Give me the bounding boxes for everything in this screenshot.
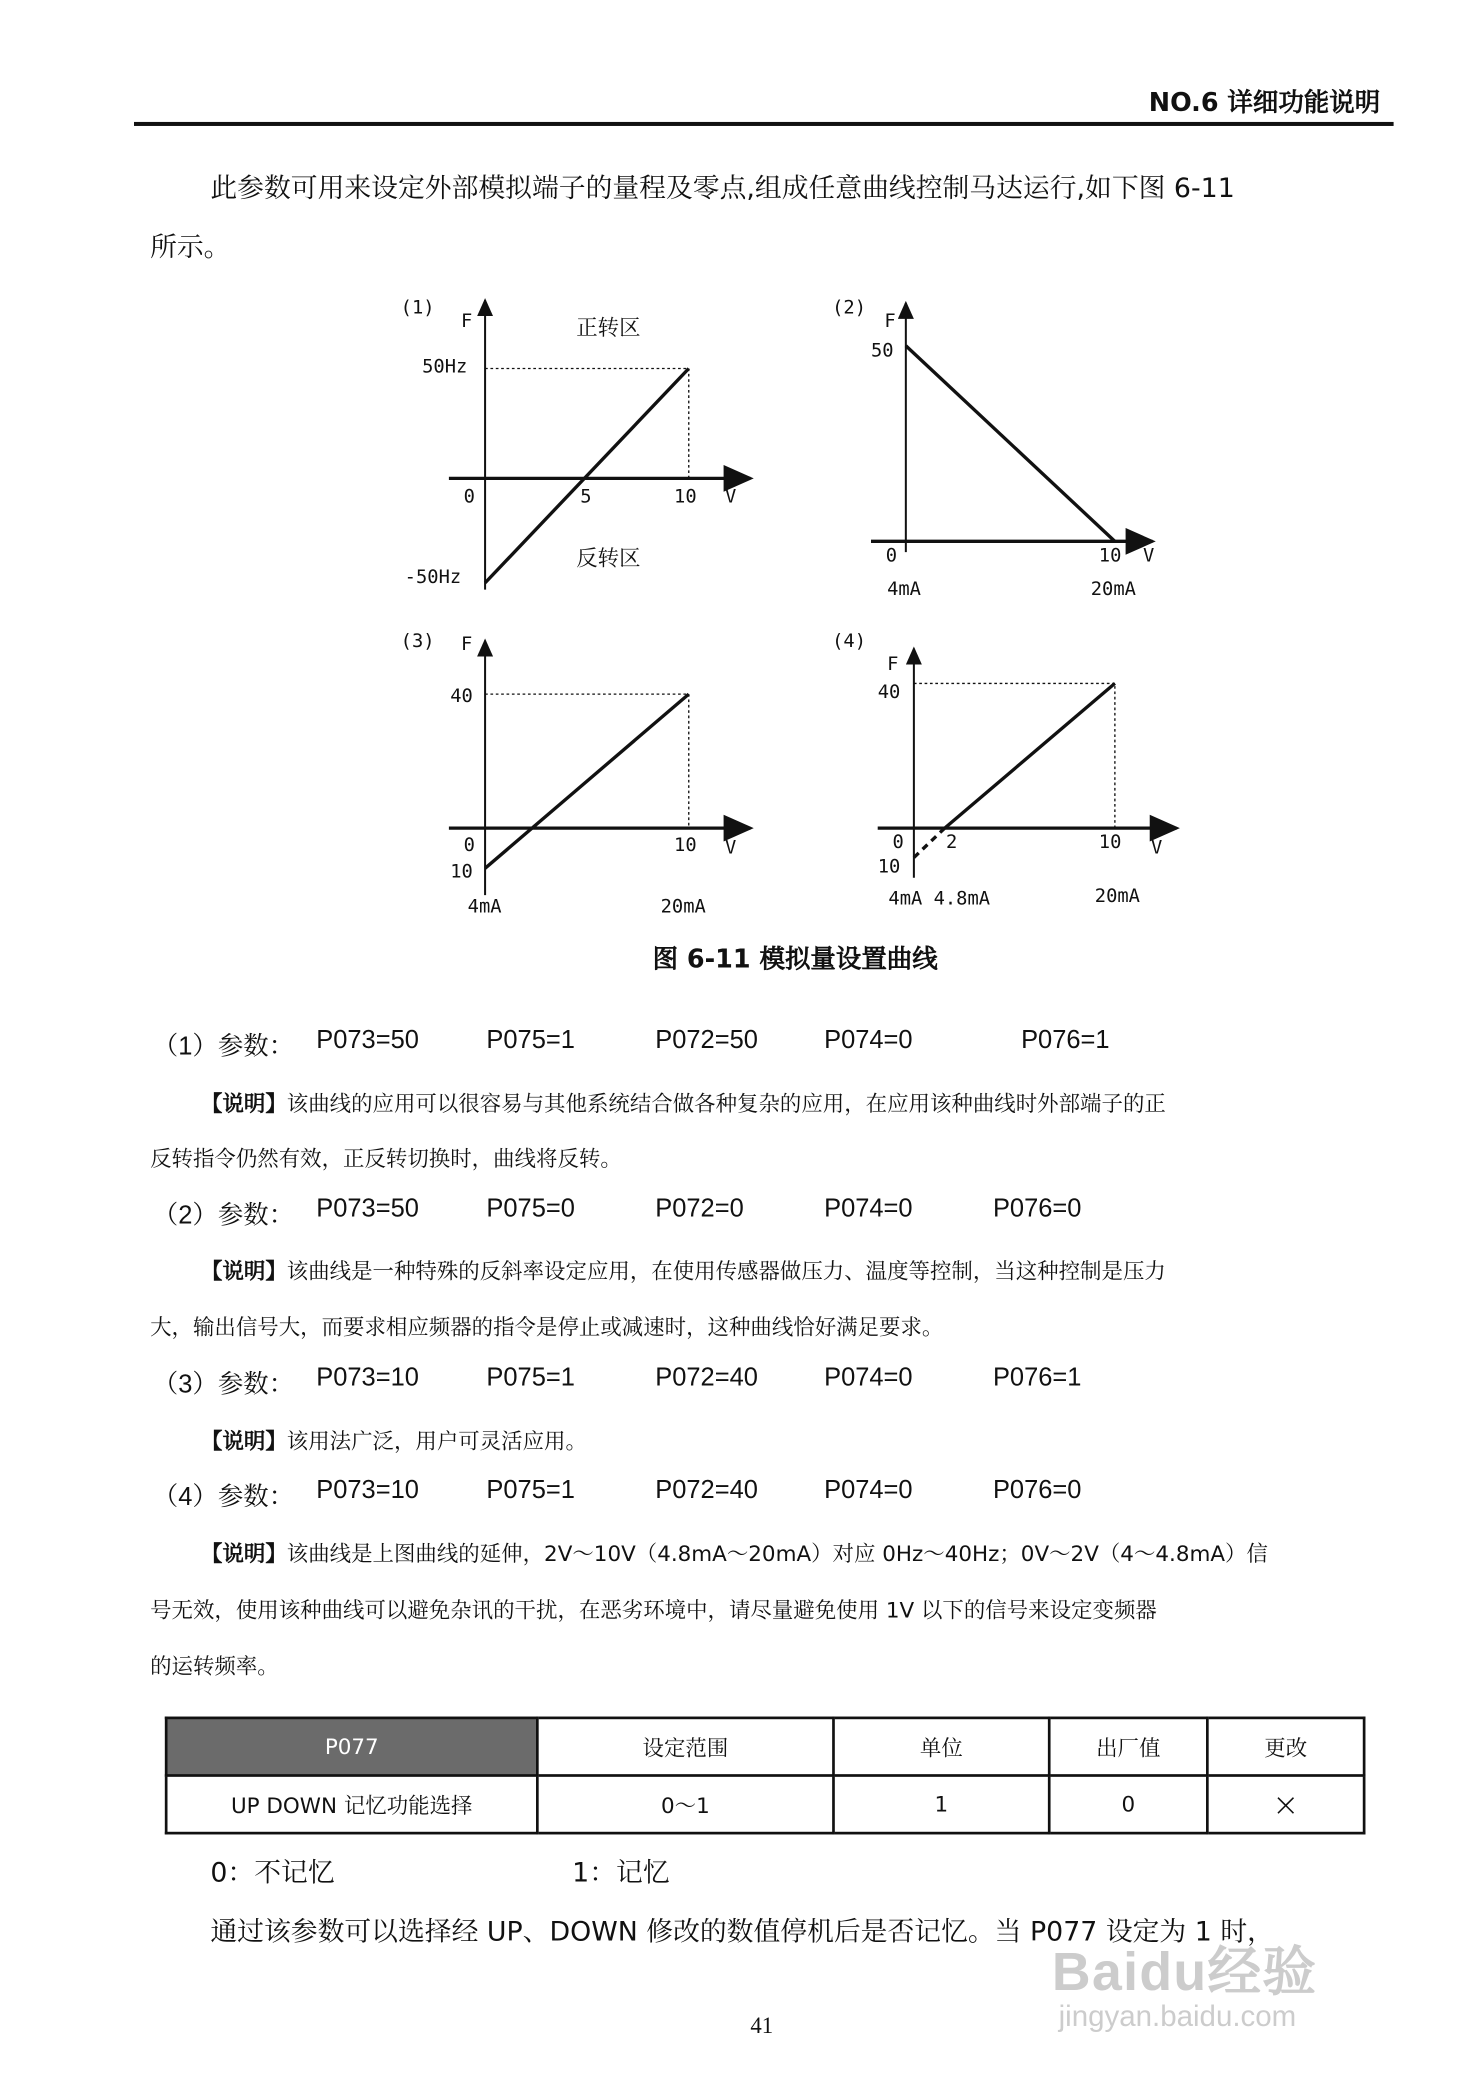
note-text: 该曲线是上图曲线的延伸，2V～10V（4.8mA～20mA）对应 0Hz～40Hz；0V～2V（4～4.8mA）信 xyxy=(286,1541,1268,1567)
chart2-x10: 10 xyxy=(1098,545,1122,567)
chart4-ma-labels: 4mA 4.8mA xyxy=(888,888,991,910)
chart2-y-label: F xyxy=(884,310,896,333)
chart4-20ma: 20mA xyxy=(1094,885,1140,908)
intro-line-2: 所示。 xyxy=(150,230,231,263)
chart3-x0: 0 xyxy=(463,834,475,857)
chart1-number: (1) xyxy=(400,297,435,319)
note-tag: 【说明】 xyxy=(201,1090,287,1117)
param-label: （1）参数： xyxy=(152,1033,295,1062)
note-text: 该曲线是一种特殊的反斜率设定应用，在使用传感器做压力、温度等控制，当这种控制是压力 xyxy=(286,1258,1166,1284)
chart2-20ma: 20mA xyxy=(1090,578,1136,601)
header-param-code: P077 xyxy=(166,1718,537,1776)
note-4-line-2: 号无效，使用该种曲线可以避免杂讯的干扰，在恶劣环境中，请尽量避免使用 1V 以下的信号来设定变频器 xyxy=(150,1597,1157,1623)
chart1-forward-region: 正转区 xyxy=(576,314,641,341)
header-modify: 更改 xyxy=(1207,1718,1364,1776)
note-2-line-2: 大，输出信号大，而要求相应频器的指令是停止或减速时，这种曲线恰好满足要求。 xyxy=(150,1314,944,1340)
chart3-4ma: 4mA xyxy=(467,896,502,918)
param-label: （3）参数： xyxy=(152,1370,295,1399)
figure-caption: 图 6-11 模拟量设置曲线 xyxy=(652,944,938,975)
cell-default: 0 xyxy=(1049,1776,1207,1834)
note-2-line-1 xyxy=(201,1254,1166,1285)
chart3-x-unit: V xyxy=(724,837,737,859)
param-p075: P075=1 xyxy=(486,1364,575,1393)
note-1-line-2: 反转指令仍然有效，正反转切换时，曲线将反转。 xyxy=(150,1145,622,1172)
option-1: 1：记忆 xyxy=(572,1855,670,1889)
parameter-table xyxy=(165,1717,1366,1835)
param-p074: P074=0 xyxy=(824,1476,913,1505)
note-tag: 【说明】 xyxy=(201,1541,287,1567)
chart4-dead-zone xyxy=(914,828,945,857)
param-p076: P076=1 xyxy=(1021,1026,1110,1055)
param-p075: P075=1 xyxy=(486,1026,575,1055)
chart2-x-unit: V xyxy=(1143,545,1155,567)
note-text: 该用法广泛，用户可灵活应用。 xyxy=(286,1428,587,1454)
note-1-line-1 xyxy=(201,1087,1166,1118)
param-p072: P072=0 xyxy=(655,1195,744,1224)
cell-modify-cross-icon: × xyxy=(1207,1776,1364,1834)
note-tag: 【说明】 xyxy=(201,1428,287,1454)
cell-unit: 1 xyxy=(833,1776,1049,1834)
header-default: 出厂值 xyxy=(1049,1718,1207,1776)
note-3-line-1 xyxy=(201,1424,587,1455)
chart4-y-label: F xyxy=(887,653,899,676)
chart1-x10: 10 xyxy=(674,486,697,508)
header-unit: 单位 xyxy=(833,1718,1049,1776)
chart2-x0: 0 xyxy=(885,545,898,567)
chart1-y-label: F xyxy=(460,310,473,333)
chart3-y-neg: 10 xyxy=(450,861,473,884)
chart3-number: (3) xyxy=(400,631,435,653)
param-p072: P072=40 xyxy=(655,1476,758,1505)
param-p076: P076=0 xyxy=(992,1476,1082,1505)
param-p075: P075=1 xyxy=(486,1476,575,1505)
baidu-watermark-logo: Baidu经验 xyxy=(1051,1943,1318,2002)
chart4-curve xyxy=(945,683,1115,828)
param-p073: P073=10 xyxy=(316,1364,419,1393)
chart1-x0: 0 xyxy=(463,486,475,508)
param-label: （4）参数： xyxy=(152,1483,295,1512)
chart3-20ma: 20mA xyxy=(660,896,706,918)
param-p074: P074=0 xyxy=(824,1026,913,1055)
chart2-curve xyxy=(906,346,1115,542)
header-range: 设定范围 xyxy=(537,1718,833,1776)
baidu-watermark-url: jingyan.baidu.com xyxy=(1058,1999,1297,2033)
option-0: 0：不记忆 xyxy=(210,1855,335,1889)
chart2-ymax: 50 xyxy=(871,340,894,362)
chart4-x-unit: V xyxy=(1151,837,1163,859)
chart1-guide xyxy=(485,369,689,479)
chart1-ymax: 50Hz xyxy=(422,356,468,378)
chart4-x10: 10 xyxy=(1098,832,1122,854)
chart2-number: (2) xyxy=(832,297,867,319)
chart3-y-label: F xyxy=(460,633,473,656)
chart4-number: (4) xyxy=(832,631,867,653)
chart3-x10: 10 xyxy=(674,834,697,857)
chart1-x-unit: V xyxy=(724,486,737,508)
param-p074: P074=0 xyxy=(824,1364,913,1393)
param-p073: P073=50 xyxy=(316,1195,419,1224)
table-header-row xyxy=(166,1718,1364,1776)
param-p075: P075=0 xyxy=(486,1195,575,1224)
param-p073: P073=10 xyxy=(316,1476,419,1505)
chart4-x0: 0 xyxy=(892,832,904,854)
chart4-y-neg: 10 xyxy=(877,856,901,878)
cell-range: 0～1 xyxy=(537,1776,833,1834)
chapter-header: NO.6 详细功能说明 xyxy=(1148,88,1381,118)
chart1-x5: 5 xyxy=(580,486,592,508)
page-number: 41 xyxy=(750,2012,774,2039)
table-row xyxy=(166,1776,1364,1834)
chart4-ymax: 40 xyxy=(877,682,901,704)
param-p076: P076=0 xyxy=(992,1195,1082,1224)
note-4-line-3: 的运转频率。 xyxy=(150,1653,279,1680)
chart4-guide xyxy=(914,683,1115,828)
chart1-reverse-region: 反转区 xyxy=(576,545,641,571)
param-p072: P072=50 xyxy=(655,1026,758,1055)
param-p076: P076=1 xyxy=(992,1364,1082,1393)
param-label: （2）参数： xyxy=(152,1201,295,1231)
chart2-4ma: 4mA xyxy=(887,578,921,601)
intro-line-1: 此参数可用来设定外部模拟端子的量程及零点,组成任意曲线控制马达运行,如下图 6-11 xyxy=(210,171,1235,204)
param-p073: P073=50 xyxy=(316,1026,419,1055)
chart3-guide xyxy=(485,694,689,828)
param-p074: P074=0 xyxy=(824,1195,913,1224)
note-tag: 【说明】 xyxy=(201,1258,287,1284)
chart3-curve xyxy=(485,694,689,868)
chart3-ymax: 40 xyxy=(450,686,473,708)
closing-paragraph: 通过该参数可以选择经 UP、DOWN 修改的数值停机后是否记忆。当 P077 设定为 1 时， xyxy=(210,1914,1274,1948)
chart4-x2: 2 xyxy=(946,832,958,854)
chart1-ymin: -50Hz xyxy=(404,566,462,589)
param-p072: P072=40 xyxy=(655,1364,758,1393)
note-4-line-1 xyxy=(201,1537,1268,1568)
cell-function: UP DOWN 记忆功能选择 xyxy=(166,1776,537,1834)
note-text: 该曲线的应用可以很容易与其他系统结合做各种复杂的应用，在应用该种曲线时外部端子的正 xyxy=(286,1090,1166,1117)
